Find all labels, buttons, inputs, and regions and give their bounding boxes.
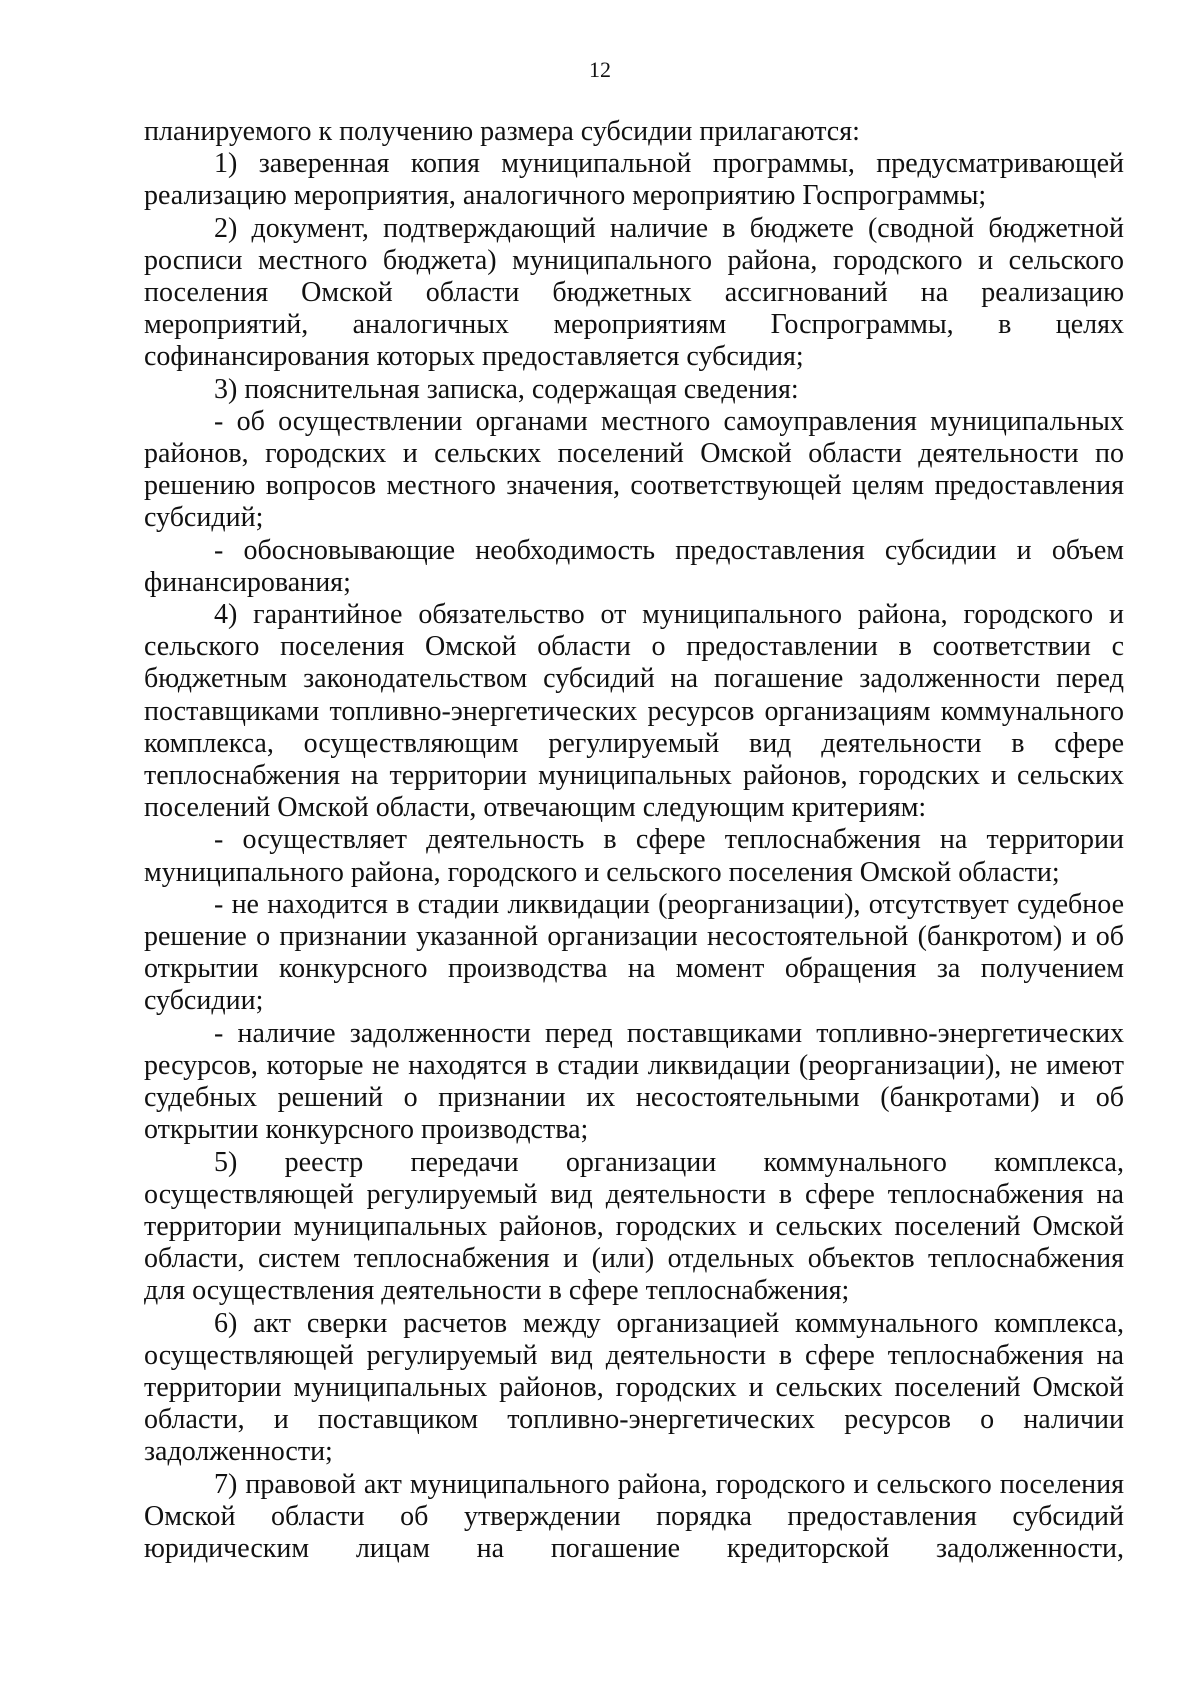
list-item-3: 3) пояснительная записка, содержащая сведения: — [214, 373, 799, 405]
page-number: 12 — [589, 57, 611, 82]
document-body — [144, 116, 1124, 1565]
list-item-4: 4) гарантийное обязательство от муниципального района, городского и сельского поселения Омской области о предоставлении в соответствии с бюджетным законодательством субсидий на погашение задолженности перед поставщиками топливно-энергетических ресурсов организациям коммунального комплекса, осуществляющим регулируемый вид деятельности в сфере теплоснабжения на территории муниципальных районов, городских и сельских поселений Омской области, отвечающим следующим критериям: — [144, 599, 1124, 824]
list-item-2: 2) документ, подтверждающий наличие в бюджете (сводной бюджетной росписи местного бюджета) муниципального района, городского и сельского поселения Омской области бюджетных ассигнований на реализацию мероприятий, аналогичных мероприятиям Госпрограммы, в целях софинансирования которых предоставляется субсидия; — [144, 212, 1124, 373]
list-item-3-subitem-2: - обосновывающие необходимость предоставления субсидии и объем финансирования; — [144, 534, 1124, 598]
paragraph-intro: планируемого к получению размера субсидии прилагаются: — [144, 116, 860, 147]
list-item-4-criterion-1: - осуществляет деятельность в сфере теплоснабжения на территории муниципального района, городского и сельского поселения Омской области; — [144, 824, 1124, 888]
list-item-6: 6) акт сверки расчетов между организацией коммунального комплекса, осуществляющей регулируемый вид деятельности в сфере теплоснабжения на территории муниципальных районов, городских и сельских поселений Омской области, и поставщиком топливно-энергетических ресурсов о наличии задолженности; — [144, 1307, 1124, 1468]
list-item-7: 7) правовой акт муниципального района, городского и сельского поселения Омской области об утверждении порядка предоставления субсидий юридическим лицам на погашение кредиторской задолженности, — [144, 1468, 1124, 1564]
list-item-5: 5) реестр передачи организации коммунального комплекса, осуществляющей регулируемый вид деятельности в сфере теплоснабжения на территории муниципальных районов, городских и сельских поселений Омской области, систем теплоснабжения и (или) отдельных объектов теплоснабжения для осуществления деятельности в сфере теплоснабжения; — [144, 1146, 1124, 1307]
list-item-1: 1) заверенная копия муниципальной программы, предусматривающей реализацию мероприятия, аналогичного мероприятию Госпрограммы; — [144, 148, 1124, 212]
list-item-3-subitem-1: - об осуществлении органами местного самоуправления муниципальных районов, городских и сельских поселений Омской области деятельности по решению вопросов местного значения, соответствующей целям предоставления субсидий; — [144, 405, 1124, 534]
list-item-4-criterion-3: - наличие задолженности перед поставщиками топливно-энергетических ресурсов, которые не находятся в стадии ликвидации (реорганизации), не имеют судебных решений о признании их несостоятельными (банкротами) и об открытии конкурсного производства; — [144, 1017, 1124, 1146]
list-item-4-criterion-2: - не находится в стадии ликвидации (реорганизации), отсутствует судебное решение о признании указанной организации несостоятельной (банкротом) и об открытии конкурсного производства на момент обращения за получением субсидии; — [144, 888, 1124, 1017]
